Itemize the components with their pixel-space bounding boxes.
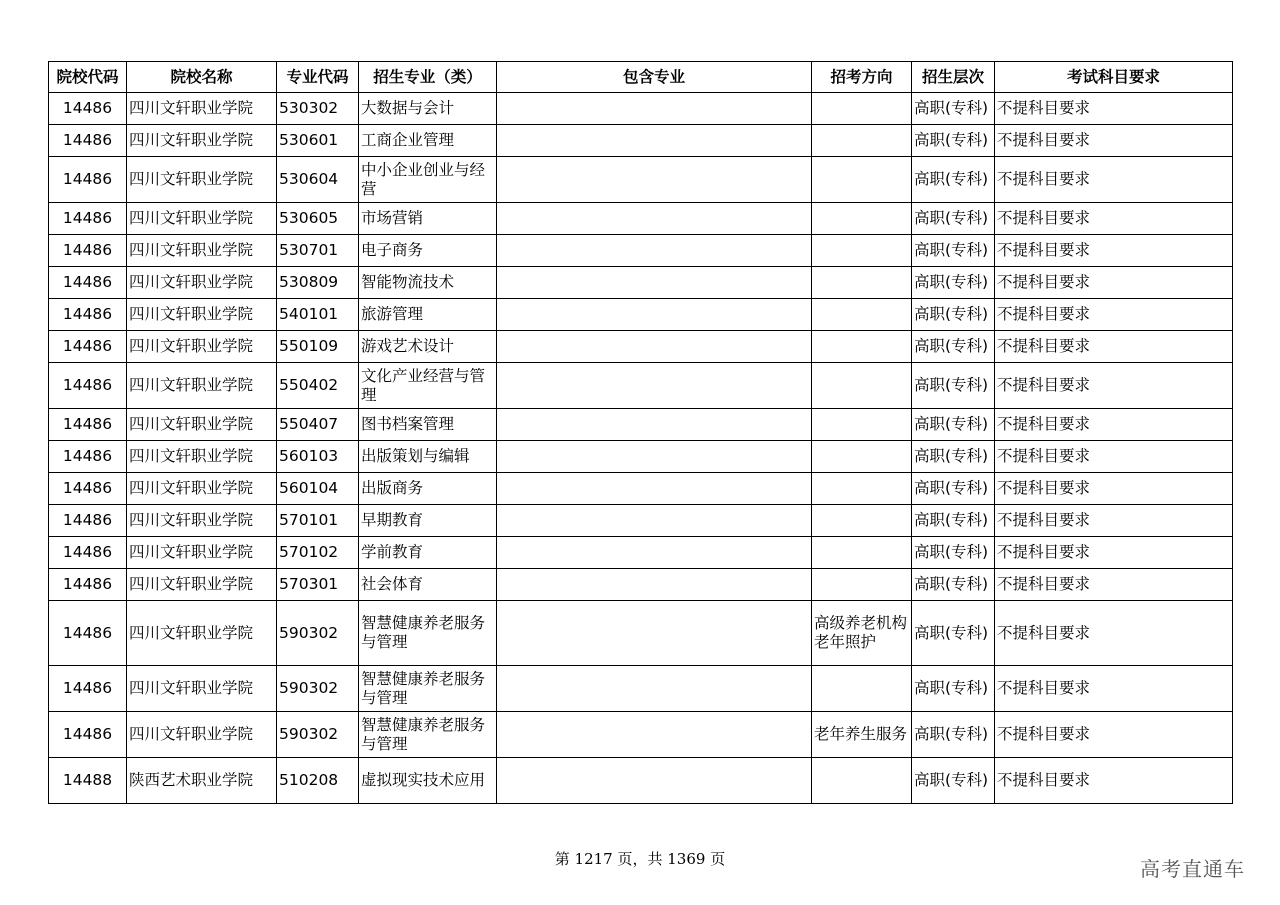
requirement-cell: 不提科目要求	[995, 601, 1233, 666]
includes-cell	[497, 331, 812, 363]
direction-cell	[812, 93, 912, 125]
major-code-cell: 570102	[277, 537, 359, 569]
major-cell: 社会体育	[359, 569, 497, 601]
table-row	[49, 601, 1233, 666]
table-row	[49, 441, 1233, 473]
admissions-table	[48, 61, 1233, 804]
school-code-cell: 14486	[49, 537, 127, 569]
table-row	[49, 473, 1233, 505]
table-row	[49, 409, 1233, 441]
major-cell: 图书档案管理	[359, 409, 497, 441]
table-row	[49, 569, 1233, 601]
school-name-cell: 四川文轩职业学院	[127, 299, 277, 331]
direction-cell	[812, 235, 912, 267]
school-name-cell: 四川文轩职业学院	[127, 537, 277, 569]
direction-cell	[812, 569, 912, 601]
table-header-row	[49, 62, 1233, 93]
includes-cell	[497, 601, 812, 666]
requirement-cell: 不提科目要求	[995, 441, 1233, 473]
level-cell: 高职(专科)	[912, 569, 995, 601]
school-code-cell: 14486	[49, 363, 127, 409]
level-cell: 高职(专科)	[912, 505, 995, 537]
school-code-cell: 14486	[49, 409, 127, 441]
school-code-cell: 14486	[49, 601, 127, 666]
level-cell: 高职(专科)	[912, 157, 995, 203]
major-cell: 出版商务	[359, 473, 497, 505]
major-code-cell: 560104	[277, 473, 359, 505]
table-row	[49, 267, 1233, 299]
school-name-cell: 四川文轩职业学院	[127, 712, 277, 758]
level-cell: 高职(专科)	[912, 363, 995, 409]
table-row	[49, 235, 1233, 267]
direction-cell	[812, 203, 912, 235]
school-name-cell: 四川文轩职业学院	[127, 473, 277, 505]
level-cell: 高职(专科)	[912, 473, 995, 505]
level-cell: 高职(专科)	[912, 331, 995, 363]
header-major: 招生专业（类）	[359, 62, 497, 93]
table-row	[49, 93, 1233, 125]
major-code-cell: 530605	[277, 203, 359, 235]
header-requirement: 考试科目要求	[995, 62, 1233, 93]
direction-cell	[812, 299, 912, 331]
major-cell: 出版策划与编辑	[359, 441, 497, 473]
major-cell: 智慧健康养老服务与管理	[359, 712, 497, 758]
direction-cell	[812, 409, 912, 441]
requirement-cell: 不提科目要求	[995, 473, 1233, 505]
requirement-cell: 不提科目要求	[995, 758, 1233, 804]
level-cell: 高职(专科)	[912, 712, 995, 758]
requirement-cell: 不提科目要求	[995, 125, 1233, 157]
table-row	[49, 666, 1233, 712]
major-code-cell: 510208	[277, 758, 359, 804]
school-code-cell: 14486	[49, 666, 127, 712]
major-cell: 市场营销	[359, 203, 497, 235]
major-code-cell: 590302	[277, 666, 359, 712]
major-code-cell: 530701	[277, 235, 359, 267]
includes-cell	[497, 569, 812, 601]
requirement-cell: 不提科目要求	[995, 299, 1233, 331]
direction-cell	[812, 505, 912, 537]
major-cell: 游戏艺术设计	[359, 331, 497, 363]
direction-cell	[812, 157, 912, 203]
major-cell: 大数据与会计	[359, 93, 497, 125]
direction-cell	[812, 267, 912, 299]
school-name-cell: 四川文轩职业学院	[127, 93, 277, 125]
level-cell: 高职(专科)	[912, 125, 995, 157]
includes-cell	[497, 299, 812, 331]
major-code-cell: 560103	[277, 441, 359, 473]
major-cell: 旅游管理	[359, 299, 497, 331]
level-cell: 高职(专科)	[912, 441, 995, 473]
major-cell: 中小企业创业与经营	[359, 157, 497, 203]
level-cell: 高职(专科)	[912, 666, 995, 712]
major-cell: 文化产业经营与管理	[359, 363, 497, 409]
requirement-cell: 不提科目要求	[995, 666, 1233, 712]
direction-cell	[812, 473, 912, 505]
includes-cell	[497, 267, 812, 299]
major-cell: 智能物流技术	[359, 267, 497, 299]
table-row	[49, 331, 1233, 363]
includes-cell	[497, 441, 812, 473]
school-code-cell: 14486	[49, 203, 127, 235]
level-cell: 高职(专科)	[912, 267, 995, 299]
direction-cell	[812, 363, 912, 409]
level-cell: 高职(专科)	[912, 537, 995, 569]
school-name-cell: 四川文轩职业学院	[127, 601, 277, 666]
major-cell: 早期教育	[359, 505, 497, 537]
major-code-cell: 530601	[277, 125, 359, 157]
major-cell: 电子商务	[359, 235, 497, 267]
school-name-cell: 四川文轩职业学院	[127, 505, 277, 537]
requirement-cell: 不提科目要求	[995, 331, 1233, 363]
major-cell: 工商企业管理	[359, 125, 497, 157]
school-name-cell: 四川文轩职业学院	[127, 409, 277, 441]
header-includes: 包含专业	[497, 62, 812, 93]
requirement-cell: 不提科目要求	[995, 712, 1233, 758]
level-cell: 高职(专科)	[912, 93, 995, 125]
school-code-cell: 14486	[49, 712, 127, 758]
school-code-cell: 14486	[49, 569, 127, 601]
direction-cell	[812, 441, 912, 473]
requirement-cell: 不提科目要求	[995, 93, 1233, 125]
school-code-cell: 14486	[49, 235, 127, 267]
level-cell: 高职(专科)	[912, 299, 995, 331]
direction-cell	[812, 125, 912, 157]
direction-cell	[812, 758, 912, 804]
includes-cell	[497, 409, 812, 441]
major-code-cell: 550109	[277, 331, 359, 363]
school-code-cell: 14486	[49, 157, 127, 203]
header-level: 招生层次	[912, 62, 995, 93]
direction-cell: 老年养生服务	[812, 712, 912, 758]
school-code-cell: 14486	[49, 473, 127, 505]
includes-cell	[497, 712, 812, 758]
table-row	[49, 125, 1233, 157]
school-name-cell: 四川文轩职业学院	[127, 267, 277, 299]
table-row	[49, 363, 1233, 409]
header-major-code: 专业代码	[277, 62, 359, 93]
level-cell: 高职(专科)	[912, 235, 995, 267]
school-name-cell: 四川文轩职业学院	[127, 235, 277, 267]
requirement-cell: 不提科目要求	[995, 157, 1233, 203]
school-name-cell: 四川文轩职业学院	[127, 203, 277, 235]
major-code-cell: 540101	[277, 299, 359, 331]
level-cell: 高职(专科)	[912, 409, 995, 441]
school-code-cell: 14486	[49, 125, 127, 157]
school-name-cell: 四川文轩职业学院	[127, 666, 277, 712]
header-direction: 招考方向	[812, 62, 912, 93]
level-cell: 高职(专科)	[912, 601, 995, 666]
level-cell: 高职(专科)	[912, 758, 995, 804]
major-code-cell: 550407	[277, 409, 359, 441]
requirement-cell: 不提科目要求	[995, 203, 1233, 235]
major-cell: 虚拟现实技术应用	[359, 758, 497, 804]
level-cell: 高职(专科)	[912, 203, 995, 235]
school-code-cell: 14486	[49, 267, 127, 299]
major-code-cell: 530604	[277, 157, 359, 203]
header-school-code: 院校代码	[49, 62, 127, 93]
includes-cell	[497, 666, 812, 712]
requirement-cell: 不提科目要求	[995, 537, 1233, 569]
includes-cell	[497, 473, 812, 505]
requirement-cell: 不提科目要求	[995, 505, 1233, 537]
requirement-cell: 不提科目要求	[995, 363, 1233, 409]
major-code-cell: 570301	[277, 569, 359, 601]
includes-cell	[497, 125, 812, 157]
school-name-cell: 四川文轩职业学院	[127, 331, 277, 363]
includes-cell	[497, 157, 812, 203]
table-row	[49, 758, 1233, 804]
includes-cell	[497, 363, 812, 409]
major-code-cell: 530809	[277, 267, 359, 299]
table-row	[49, 203, 1233, 235]
major-code-cell: 590302	[277, 712, 359, 758]
includes-cell	[497, 758, 812, 804]
major-cell: 智慧健康养老服务与管理	[359, 601, 497, 666]
table-row	[49, 299, 1233, 331]
major-cell: 智慧健康养老服务与管理	[359, 666, 497, 712]
school-name-cell: 四川文轩职业学院	[127, 125, 277, 157]
direction-cell	[812, 537, 912, 569]
school-code-cell: 14486	[49, 93, 127, 125]
school-code-cell: 14486	[49, 331, 127, 363]
major-code-cell: 550402	[277, 363, 359, 409]
table-row	[49, 537, 1233, 569]
requirement-cell: 不提科目要求	[995, 267, 1233, 299]
header-school-name: 院校名称	[127, 62, 277, 93]
table-row	[49, 157, 1233, 203]
school-name-cell: 陕西艺术职业学院	[127, 758, 277, 804]
major-code-cell: 590302	[277, 601, 359, 666]
major-cell: 学前教育	[359, 537, 497, 569]
page-footer: 第 1217 页，共 1369 页	[554, 850, 726, 868]
direction-cell: 高级养老机构老年照护	[812, 601, 912, 666]
includes-cell	[497, 537, 812, 569]
includes-cell	[497, 93, 812, 125]
school-name-cell: 四川文轩职业学院	[127, 569, 277, 601]
school-code-cell: 14488	[49, 758, 127, 804]
school-code-cell: 14486	[49, 441, 127, 473]
includes-cell	[497, 235, 812, 267]
includes-cell	[497, 203, 812, 235]
includes-cell	[497, 505, 812, 537]
school-name-cell: 四川文轩职业学院	[127, 441, 277, 473]
requirement-cell: 不提科目要求	[995, 409, 1233, 441]
requirement-cell: 不提科目要求	[995, 235, 1233, 267]
table-row	[49, 505, 1233, 537]
school-name-cell: 四川文轩职业学院	[127, 157, 277, 203]
direction-cell	[812, 666, 912, 712]
requirement-cell: 不提科目要求	[995, 569, 1233, 601]
major-code-cell: 570101	[277, 505, 359, 537]
school-code-cell: 14486	[49, 505, 127, 537]
watermark: 高考直通车	[1140, 857, 1245, 881]
school-name-cell: 四川文轩职业学院	[127, 363, 277, 409]
major-code-cell: 530302	[277, 93, 359, 125]
school-code-cell: 14486	[49, 299, 127, 331]
table-row	[49, 712, 1233, 758]
direction-cell	[812, 331, 912, 363]
